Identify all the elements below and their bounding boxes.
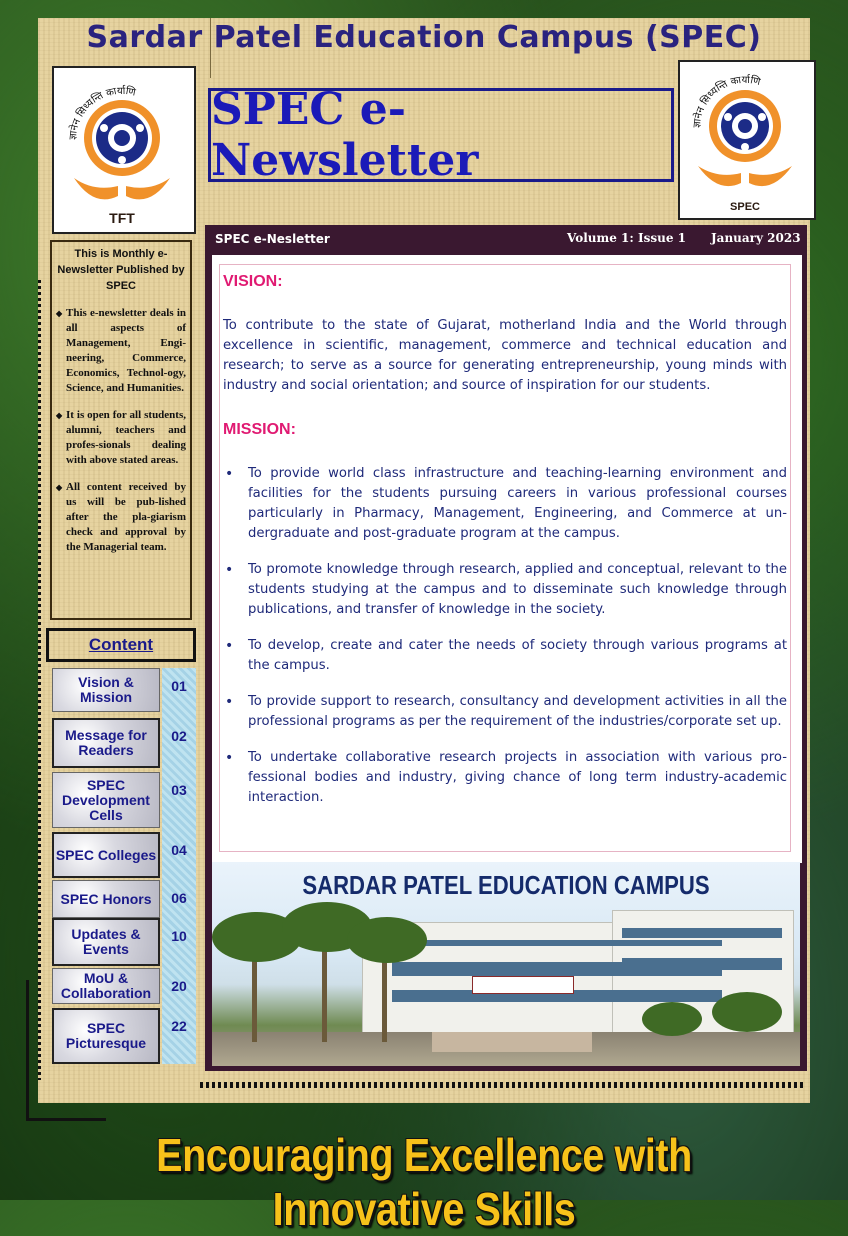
logo-left-caption: TFT [109,210,135,226]
campus-photo [212,862,800,1066]
newsletter-title: SPEC e-Newsletter [211,84,479,186]
mission-item: • To promote knowledge through research, applied and conceptual, relevant to the students studying at the campus and to disseminate such knowledge through publications, and transfer of knowledge in the society. [223,560,787,620]
spec-logo [678,60,816,220]
toc-item-picturesque[interactable] [52,1008,196,1064]
header-newsletter-name: SPEC e-Nesletter [215,232,330,246]
toc-label: Vision & Mission [52,668,160,712]
toc-label: SPEC Honors [52,880,160,918]
corner-line [26,980,29,1120]
campus-photo-title: SARDAR PATEL EDUCATION CAMPUS [302,870,710,900]
dotted-border-left [38,280,41,1080]
campus-steps [432,1032,592,1052]
logo-right-motto: ज्ञानेन सिध्यन्ति कार्याणि [691,74,762,129]
toc-page: 20 [171,978,187,994]
palm-tree [712,992,782,1032]
window-row [392,940,722,946]
campus-signboard [472,976,574,994]
window-row [622,928,782,938]
toc-page: 22 [171,1018,187,1034]
side-info-bullet: ◆ All content received by us will be pub-lished after the pla-giarism check and approval by the Managerial team. [56,480,186,555]
toc-page: 06 [171,890,187,906]
header-date: January 2023 [711,231,801,245]
toc-item-dev-cells[interactable] [52,772,196,828]
vision-heading: VISION: [223,273,283,290]
toc-item-updates[interactable] [52,918,196,966]
tft-logo [52,66,196,234]
logo-left-motto: ज्ञानेन सिध्यन्ति कार्याणि [67,85,137,141]
window-row [622,958,782,970]
toc-page: 02 [171,728,187,744]
toc-item-vision-mission[interactable] [52,668,196,712]
mission-heading: MISSION: [223,421,296,438]
toc-page: 10 [171,928,187,944]
toc-label: Updates & Events [52,918,160,966]
side-info-bullet: ◆ It is open for all students, alumni, teachers and profes-sionals dealing with above stated areas. [56,408,186,468]
toc-label: SPEC Development Cells [52,772,160,828]
mission-list [223,464,787,824]
toc-item-honors[interactable] [52,880,196,918]
issue-header-bar [205,225,807,251]
vision-text: To contribute to the state of Gujarat, motherland India and the World through excellence in scientific, management, commerce and technical education and research; to serve as a source for generating entrepreneurship, young minds with industry and social orientation; and source of inspiration for our students. [223,318,787,393]
tagline: Encouraging Excellence with Innovative Skills [156,1129,692,1235]
side-info-heading: This is Monthly e-Newsletter Published by SPEC [57,248,185,292]
side-info-box [50,240,192,620]
toc-item-mou[interactable] [52,968,196,1004]
side-info-bullet: ◆ This e-newsletter deals in all aspects of Management, Engi-neering, Commerce, Economics, Technol-ogy, Science, and Humanities. [56,306,186,396]
toc-page: 03 [171,782,187,798]
shrub [642,1002,702,1036]
dotted-border-bottom [200,1082,806,1088]
toc-label: SPEC Picturesque [52,1008,160,1064]
toc-item-colleges[interactable] [52,832,196,878]
logo-right-caption: SPEC [730,201,760,213]
campus-title: Sardar Patel Education Campus (SPEC) [86,20,762,55]
toc-label: SPEC Colleges [52,832,160,878]
mission-item: • To provide world class infrastructure and teaching-learning environment and facilities for the students pursuing careers in various professional courses particularly in Pharmacy, Management, Engineering, and Commerce at un-dergraduate and post-graduate program at the campus. [223,464,787,544]
newsletter-title-box [208,84,674,186]
toc-label: Message for Readers [52,718,160,768]
toc-page: 01 [171,678,187,694]
contents-heading-box [46,628,196,662]
mission-item: • To provide support to research, consultancy and development activities in all the professional programs as per the requirement of the industries/corporate set up. [223,692,787,732]
palm-tree [347,917,427,963]
corner-line [26,1118,106,1121]
header-volume: Volume 1: Issue 1 [567,231,686,245]
mission-item: • To develop, create and cater the needs of society through various programs at the campus. [223,636,787,676]
toc-page: 04 [171,842,187,858]
mission-item: • To undertake collaborative research projects in association with various pro-fessional bodies and industry, giving chance of long term industry-academic interaction. [223,748,787,808]
contents-heading[interactable]: Content [88,635,154,654]
toc-label: MoU & Collaboration [52,968,160,1004]
toc-item-message[interactable] [52,718,196,768]
